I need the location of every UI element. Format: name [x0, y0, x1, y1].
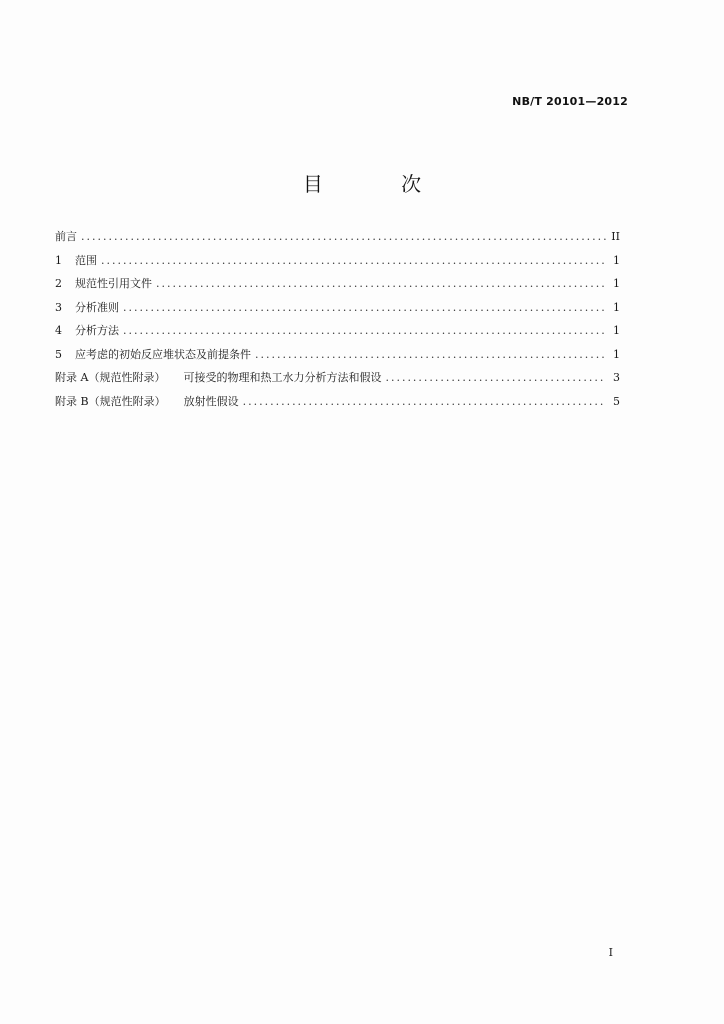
toc-entry-label: 分析方法	[75, 324, 119, 337]
toc-entry-analysis-methods[interactable]	[55, 322, 620, 346]
toc-entry-label: 可接受的物理和热工水力分析方法和假设	[183, 371, 382, 384]
toc-entry-appendix-a[interactable]	[55, 369, 620, 393]
toc-entry-appendix-b[interactable]	[55, 393, 620, 417]
toc-entry-label: 放射性假设	[183, 394, 239, 408]
toc-leader-dots	[385, 369, 606, 387]
toc-entry-page: 3	[613, 371, 620, 384]
toc-entry-number: 1	[55, 253, 62, 267]
toc-leader-dots	[255, 346, 606, 364]
toc-title: 目 次	[302, 172, 458, 196]
document-code: NB/T 20101—2012	[512, 95, 628, 108]
toc-entry-analysis-criteria[interactable]	[55, 299, 620, 323]
toc-leader-dots	[123, 299, 606, 317]
toc-entry-number: 3	[55, 300, 62, 314]
toc-entry-page: 1	[613, 277, 620, 290]
toc-entry-label: 规范性引用文件	[75, 277, 152, 290]
toc-entry-number: 4	[55, 324, 62, 337]
toc-entry-page: II	[611, 230, 620, 243]
toc-entry-number: 2	[55, 277, 62, 290]
toc-appendix-tag: 附录 B（规范性附录）	[55, 394, 166, 408]
toc-entry-foreword[interactable]	[55, 228, 620, 252]
toc-entry-normative-references[interactable]	[55, 275, 620, 299]
toc-leader-dots	[81, 228, 606, 246]
toc-leader-dots	[243, 393, 606, 411]
toc-entry-page: 5	[613, 394, 620, 408]
toc-entry-label: 范围	[75, 253, 97, 267]
toc-entry-label: 前言	[55, 230, 77, 243]
toc-leader-dots	[123, 322, 606, 340]
toc-entry-label: 分析准则	[75, 300, 119, 314]
toc-entry-page: 1	[613, 347, 620, 361]
toc-leader-dots	[156, 275, 606, 293]
toc-list	[55, 228, 620, 416]
toc-entry-page: 1	[613, 324, 620, 337]
toc-entry-label: 应考虑的初始反应堆状态及前提条件	[75, 347, 251, 361]
toc-entry-page: 1	[613, 253, 620, 267]
toc-entry-page: 1	[613, 300, 620, 314]
toc-entry-initial-conditions[interactable]	[55, 346, 620, 370]
toc-entry-scope[interactable]	[55, 252, 620, 276]
toc-entry-number: 5	[55, 347, 62, 361]
page-number: I	[608, 946, 613, 959]
toc-appendix-tag: 附录 A（规范性附录）	[55, 371, 166, 384]
toc-leader-dots	[101, 252, 606, 270]
